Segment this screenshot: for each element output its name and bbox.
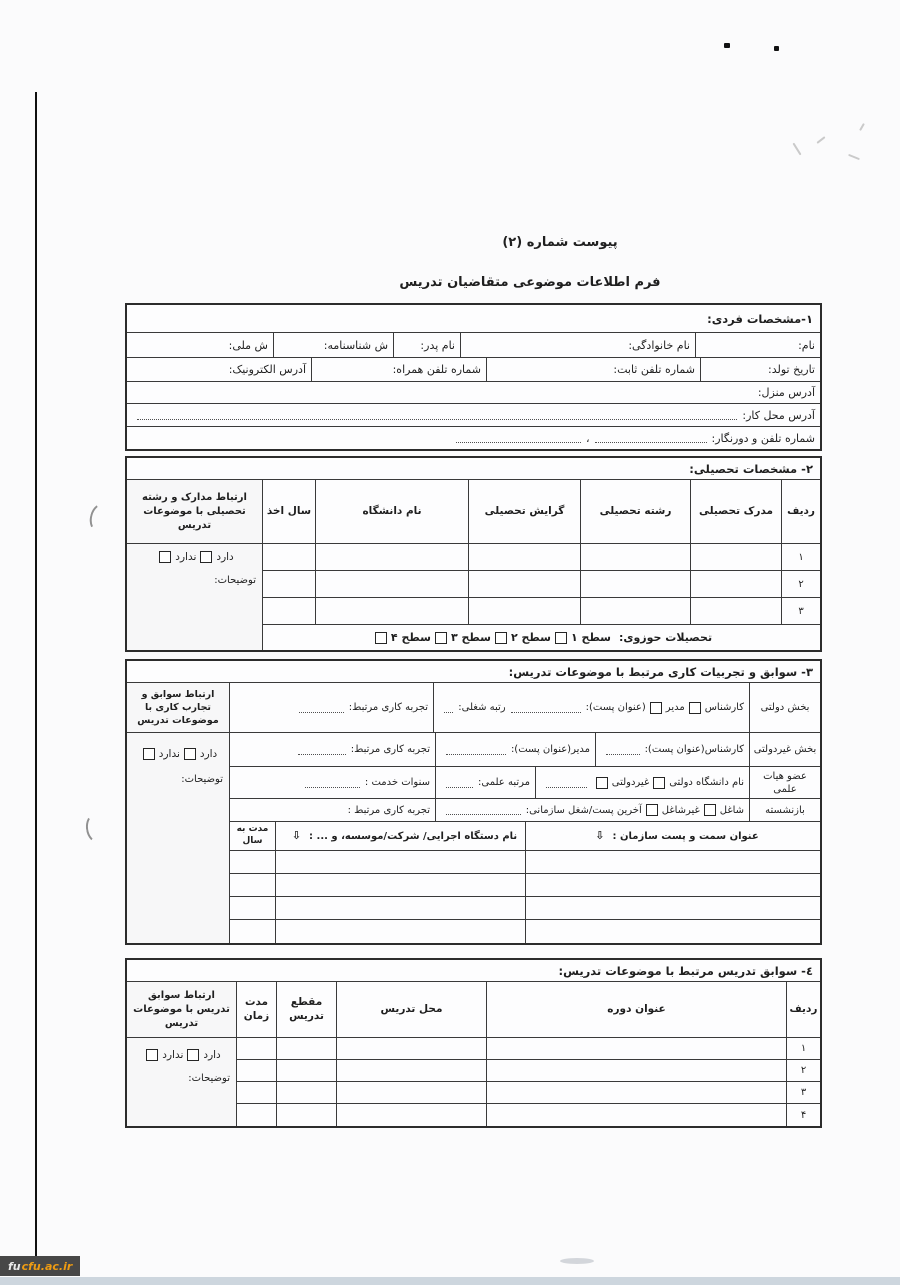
empty-cell [486, 1038, 786, 1059]
post-title-label: (عنوان پست): [585, 702, 646, 713]
watermark-prefix: fu [8, 1259, 21, 1273]
empty-cell [336, 1038, 486, 1059]
empty-cell [276, 1104, 336, 1126]
fill-in-dotted-line [456, 433, 581, 443]
teaching-history-main [237, 982, 820, 1126]
fill-in-dotted-line [511, 703, 581, 713]
watermark-domain: cfu.ac.ir [21, 1259, 73, 1273]
nongov-manager-cell [435, 733, 595, 766]
fill-in-dotted-line [444, 703, 453, 713]
col-row-number: ردیف [786, 982, 820, 1037]
education-table [127, 480, 820, 650]
section1-header: ۱-مشخصات فردی: [127, 305, 820, 333]
empty-cell [230, 874, 275, 896]
checkbox [495, 632, 507, 644]
section3-header: ۳- سوابق و تجربیات کاری مرتبط با موضوعات تدریس: [127, 661, 820, 683]
has-label: دارد [203, 1049, 221, 1061]
empty-cell [276, 1060, 336, 1081]
position-title-text: عنوان سمت و پست سازمان : [612, 830, 759, 842]
empty-cell [486, 1104, 786, 1126]
checkbox [184, 748, 196, 760]
national-id-field-label: ش ملی: [228, 338, 268, 352]
personal-row-1 [127, 333, 820, 358]
gov-sector-label: بخش دولتی [749, 683, 820, 732]
education-relation-column [127, 480, 263, 650]
seminary-level-3: سطح ۳ [450, 631, 491, 644]
form-title: فرم اطلاعات موضوعی متقاضیان تدریس [399, 275, 661, 290]
fill-in-dotted-line [298, 745, 346, 755]
col-row-number: ردیف [781, 480, 820, 543]
pencil-mark [816, 136, 825, 144]
education-row [263, 598, 820, 625]
gov-sector-row [230, 683, 820, 733]
empty-cell [690, 571, 781, 597]
education-relation-header: ارتباط مدارک و رشته تحصیلی با موضوعات تدریس [127, 480, 262, 544]
fill-in-dotted-line [546, 778, 587, 788]
academic-rank-label: مرتبه علمی: [478, 777, 530, 788]
checkbox [159, 551, 171, 563]
expert-label: کارشناس [704, 702, 744, 713]
empty-cell [237, 1060, 276, 1081]
notes-label: توضیحات: [214, 575, 256, 586]
phone-fax-line [127, 427, 820, 449]
gov-sector-options [433, 683, 749, 732]
row-number: ۲ [786, 1060, 820, 1081]
empty-cell [276, 1038, 336, 1059]
fill-in-dotted-line [606, 745, 640, 755]
empty-cell [275, 874, 525, 896]
retired-row [230, 799, 820, 822]
col-teaching-place: محل تدریس [336, 982, 486, 1037]
empty-cell [315, 544, 468, 570]
retired-status-cell [435, 799, 749, 821]
name-field-label: نام: [695, 333, 820, 357]
section2-header: ۲- مشخصات تحصیلی: [127, 458, 820, 480]
empty-cell [486, 1060, 786, 1081]
fill-in-dotted-line [446, 805, 521, 815]
row-number: ۴ [786, 1104, 820, 1126]
scan-smudge [560, 1258, 594, 1264]
checkbox [375, 632, 387, 644]
phone-fax-label: شماره تلفن و دورنگار: [711, 431, 815, 445]
nongov-related-exp [230, 733, 435, 766]
empty-cell [525, 920, 820, 943]
empty-cell [263, 571, 315, 597]
organization-name-text: نام دستگاه اجرایی/ شرکت/موسسه، و ... : [309, 830, 518, 842]
teaching-header-row [237, 982, 820, 1038]
section-personal-info [125, 303, 822, 451]
unemployed-label: غیرشاغل [661, 804, 700, 816]
teaching-row [237, 1082, 820, 1104]
empty-cell [237, 1038, 276, 1059]
related-exp-label: تجربه کاری مرتبط: [348, 702, 428, 713]
pencil-mark [848, 154, 860, 160]
fill-in-dotted-line [305, 778, 360, 788]
checkbox [704, 804, 716, 816]
has-label: دارد [199, 748, 218, 760]
position-row [230, 897, 820, 920]
checkbox [435, 632, 447, 644]
related-exp-label: تجربه کاری مرتبط : [347, 804, 430, 816]
has-hasnot-line [133, 748, 223, 760]
scanner-strip [0, 1277, 900, 1285]
checkbox [146, 1049, 158, 1061]
checkbox [187, 1049, 199, 1061]
work-experience-table [127, 683, 820, 943]
related-exp-label: تجربه کاری مرتبط: [350, 744, 430, 755]
section-work-experience [125, 659, 822, 945]
empty-cell [230, 897, 275, 919]
col-orientation: گرایش تحصیلی [468, 480, 580, 543]
teaching-row [237, 1060, 820, 1082]
col-year-obtained: سال اخذ [266, 504, 312, 517]
position-row [230, 920, 820, 943]
work-address-row [127, 404, 820, 427]
row-number: ۳ [781, 598, 820, 624]
position-row [230, 851, 820, 874]
work-address-label: آدرس محل کار: [742, 408, 815, 422]
has-hasnot-line [133, 551, 256, 563]
section4-header: ٤- سوابق تدریس مرتبط با موضوعات تدریس: [127, 960, 820, 982]
attachment-title: پیوست شماره (۲) [502, 235, 618, 250]
work-experience-main [230, 683, 820, 943]
education-row [263, 571, 820, 598]
education-header-row [263, 480, 820, 544]
empty-cell [237, 1104, 276, 1126]
birth-date-field-label: تاریخ تولد: [700, 358, 820, 381]
empty-cell [690, 598, 781, 624]
ink-dot [774, 46, 779, 51]
fill-in-dotted-line [595, 433, 707, 443]
education-row [263, 544, 820, 571]
manager-post-label: مدیر(عنوان پست): [510, 744, 590, 755]
faculty-member-row [230, 767, 820, 799]
row-number: ۱ [786, 1038, 820, 1059]
academic-rank-cell [435, 767, 535, 798]
row-number: ۲ [781, 571, 820, 597]
empty-cell [276, 1082, 336, 1103]
home-address-label: آدرس منزل: [757, 386, 815, 399]
fill-in-dotted-line [446, 745, 506, 755]
phone-fax-row [127, 427, 820, 449]
faculty-university-cell [535, 767, 749, 798]
hole-punch-mark [87, 501, 116, 535]
seminary-level-2: سطح ۲ [510, 631, 551, 644]
personal-row-2 [127, 358, 820, 382]
hasnot-label: ندارد [162, 1049, 184, 1061]
empty-cell [580, 544, 690, 570]
col-duration: مدت زمان [243, 995, 270, 1022]
position-row [230, 874, 820, 897]
fill-in-dotted-line [299, 703, 344, 713]
manager-label: مدیر [665, 702, 685, 713]
notes-label: توضیحات: [181, 774, 223, 785]
checkbox [143, 748, 155, 760]
gov-related-exp [230, 683, 433, 732]
empty-cell [315, 598, 468, 624]
empty-cell [263, 544, 315, 570]
pencil-mark [792, 143, 801, 156]
service-years-cell [230, 767, 435, 798]
teaching-relation-header: ارتباط سوابق تدریس با موضوعات تدریس [127, 982, 236, 1038]
university-nongov-label: غیردولتی [611, 777, 650, 788]
empty-cell [275, 851, 525, 873]
row-number: ۱ [781, 544, 820, 570]
col-course-title: عنوان دوره [486, 982, 786, 1037]
teaching-history-table [127, 982, 820, 1126]
checkbox [596, 777, 608, 789]
empty-cell [336, 1060, 486, 1081]
teaching-relation-column [127, 982, 237, 1126]
empty-cell [525, 851, 820, 873]
comma-separator: ، [585, 431, 590, 445]
checkbox [555, 632, 567, 644]
empty-cell [468, 544, 580, 570]
positions-subtable-header [230, 822, 820, 851]
home-address-row [127, 382, 820, 404]
col-major: رشته تحصیلی [580, 480, 690, 543]
nongov-sector-label: بخش غیردولتی [749, 733, 820, 766]
empty-cell [315, 571, 468, 597]
empty-cell [275, 920, 525, 943]
seminary-level-4: سطح ۴ [390, 631, 431, 644]
empty-cell [690, 544, 781, 570]
email-field-label: آدرس الکترونیک: [228, 363, 306, 376]
col-degree: مدرک تحصیلی [690, 480, 781, 543]
section-teaching-history [125, 958, 822, 1128]
seminary-level-1: سطح ۱ [570, 631, 611, 644]
checkbox [646, 804, 658, 816]
col-university: نام دانشگاه [315, 480, 468, 543]
birth-cert-no-field-label: ش شناسنامه: [273, 333, 393, 357]
teaching-relation-body [127, 1038, 236, 1091]
ink-dot [724, 43, 730, 48]
has-hasnot-line [133, 1049, 230, 1061]
empty-cell [237, 1082, 276, 1103]
section-education [125, 456, 822, 652]
empty-cell [486, 1082, 786, 1103]
seminary-label: تحصیلات حوزوی: [618, 631, 713, 644]
education-table-main [263, 480, 820, 650]
work-relation-column [127, 683, 230, 943]
retired-related-exp [230, 799, 435, 821]
empty-cell [230, 920, 275, 943]
col-organization-name [275, 822, 525, 850]
expert-post-label: کارشناس(عنوان پست): [644, 744, 744, 755]
checkbox [653, 777, 665, 789]
education-relation-body [127, 544, 262, 593]
family-name-field-label: نام خانوادگی: [460, 333, 695, 357]
teaching-row [237, 1038, 820, 1060]
job-rank-label: رتبه شغلی: [458, 702, 506, 713]
empty-cell [336, 1104, 486, 1126]
father-name-field-label: نام پدر: [393, 333, 460, 357]
empty-cell [580, 598, 690, 624]
down-arrow-icon: ⇩ [595, 828, 605, 842]
checkbox [689, 702, 701, 714]
retired-label: بازنشسته [749, 799, 820, 821]
down-arrow-icon: ⇩ [291, 828, 302, 842]
university-gov-label: نام دانشگاه دولتی [669, 777, 744, 788]
fill-in-dotted-line [137, 410, 737, 420]
checkbox [200, 551, 212, 563]
hole-punch-mark [84, 812, 110, 845]
empty-cell [275, 897, 525, 919]
nongov-sector-row [230, 733, 820, 767]
col-duration-years: مدت به سال [236, 824, 269, 846]
service-years-label: سنوات خدمت : [364, 777, 430, 788]
hasnot-label: ندارد [158, 748, 180, 760]
empty-cell [525, 874, 820, 896]
last-post-label: آخرین پست/شغل سازمانی: [525, 804, 642, 816]
scan-edge-line [35, 92, 37, 1258]
employed-label: شاغل [719, 804, 744, 816]
watermark [0, 1256, 80, 1276]
notes-label: توضیحات: [188, 1073, 230, 1084]
empty-cell [336, 1082, 486, 1103]
empty-cell [468, 598, 580, 624]
has-label: دارد [216, 551, 234, 563]
teaching-row [237, 1104, 820, 1126]
work-address-line [127, 404, 820, 426]
empty-cell [468, 571, 580, 597]
mobile-field-label: شماره تلفن همراه: [311, 358, 486, 381]
empty-cell [580, 571, 690, 597]
seminary-education-row [263, 625, 820, 650]
faculty-member-label: عضو هیات علمی [749, 767, 820, 798]
pencil-mark [859, 123, 865, 131]
landline-field-label: شماره تلفن ثابت: [486, 358, 700, 381]
empty-cell [263, 598, 315, 624]
row-number: ۳ [786, 1082, 820, 1103]
nongov-expert-cell [595, 733, 749, 766]
empty-cell [230, 851, 275, 873]
work-relation-body [127, 733, 229, 792]
hasnot-label: ندارد [175, 551, 197, 563]
checkbox [650, 702, 662, 714]
col-teaching-level: مقطع تدریس [276, 982, 336, 1037]
work-relation-header: ارتباط سوابق و تجارب کاری با موضوعات تدریس [127, 683, 229, 733]
empty-cell [525, 897, 820, 919]
fill-in-dotted-line [446, 778, 473, 788]
col-position-title [525, 822, 820, 850]
